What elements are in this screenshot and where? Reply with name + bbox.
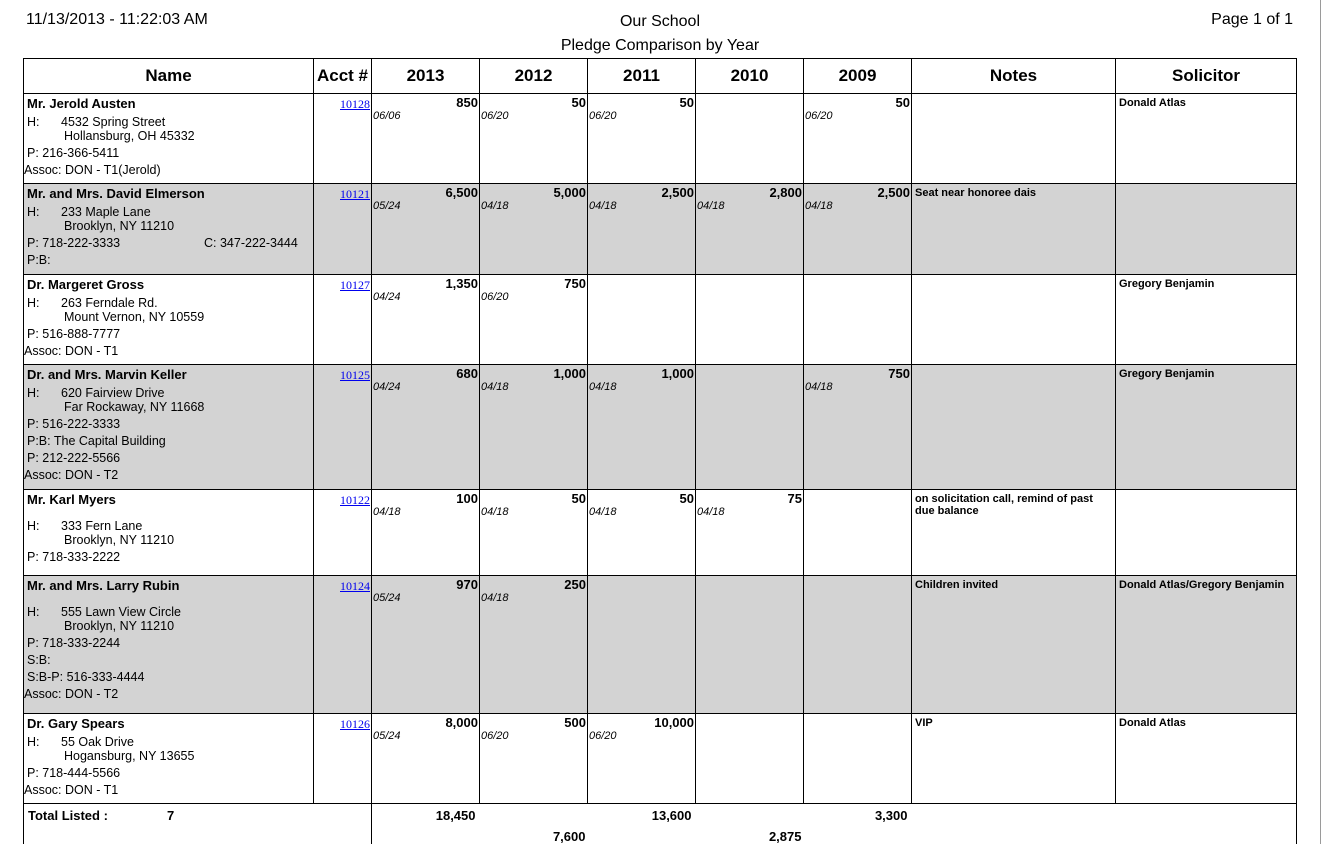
address-city: Far Rockaway, NY 11668: [64, 400, 205, 414]
notes-cell: [912, 576, 1116, 714]
pledge-cell-2010: [696, 576, 804, 714]
donor-detail-line: [27, 766, 313, 780]
totals-label-cell: [24, 804, 314, 844]
pledge-date: 04/18: [589, 506, 617, 518]
pledge-amount: [696, 95, 803, 110]
pledge-amount: [696, 577, 803, 592]
donor-detail-line: [27, 236, 313, 250]
contact-line: P: 516-888-7777: [27, 327, 121, 341]
donor-cell: [24, 365, 314, 490]
solicitor-cell: [1116, 275, 1297, 365]
solicitor-cell: [1116, 714, 1297, 804]
pledge-date: 04/24: [373, 291, 401, 303]
address-city: Brooklyn, NY 11210: [64, 619, 175, 633]
contact-line: P: 516-222-3333: [27, 417, 121, 431]
pledge-cell-2010: [696, 714, 804, 804]
pledge-date: 04/18: [373, 506, 401, 518]
pledge-amount: 50: [571, 95, 586, 110]
report-datetime: 11/13/2013 - 11:22:03 AM: [26, 11, 208, 28]
contact-line: P: 718-333-2222: [27, 550, 121, 564]
pledge-cell-2011: [588, 184, 696, 275]
pledge-date: 06/20: [805, 110, 833, 122]
pledge-amount: 1,000: [553, 366, 586, 381]
table-header-row: [24, 59, 1297, 94]
notes-text: [912, 94, 1115, 97]
address-line: 555 Lawn View Circle: [61, 605, 181, 619]
totals-2012-cell: [480, 804, 588, 844]
acct-link[interactable]: 10122: [340, 493, 370, 507]
pledge-cell-2011: [588, 94, 696, 184]
pledge-cell-2009: [804, 365, 912, 490]
solicitor-name: [1116, 490, 1296, 493]
address-label: H:: [27, 735, 40, 749]
column-header-2010: 2010: [696, 59, 804, 94]
notes-text: Seat near honoree dais: [915, 187, 1037, 199]
address-city: Brooklyn, NY 11210: [64, 533, 175, 547]
contact-line: P: 212-222-5566: [27, 451, 121, 465]
acct-link[interactable]: 10124: [340, 579, 370, 593]
acct-cell: [314, 576, 372, 714]
address-city: Mount Vernon, NY 10559: [64, 310, 205, 324]
contact-line: Assoc: DON - T2: [24, 687, 119, 701]
donor-detail-line: [27, 400, 313, 414]
donor-detail-line: [24, 468, 313, 482]
pledge-date: 04/18: [697, 506, 725, 518]
pledge-amount: 750: [564, 276, 586, 291]
pledge-cell-2009: [804, 184, 912, 275]
acct-link[interactable]: 10121: [340, 187, 370, 201]
pledge-cell-2010: [696, 184, 804, 275]
solicitor-cell: [1116, 94, 1297, 184]
acct-cell: [314, 184, 372, 275]
donor-cell: [24, 576, 314, 714]
address-label: H:: [27, 115, 40, 129]
address-label: H:: [27, 205, 40, 219]
pledge-amount: [804, 276, 911, 291]
donor-detail-line: [27, 434, 313, 448]
solicitor-cell: [1116, 184, 1297, 275]
notes-text: on solicitation call, remind of past due balance: [915, 493, 1093, 517]
totals-acct-cell: [314, 804, 372, 844]
address-label: H:: [27, 519, 40, 533]
address-line: 4532 Spring Street: [61, 115, 166, 129]
solicitor-cell: [1116, 365, 1297, 490]
totals-count: 7: [167, 808, 175, 823]
donor-name: Dr. Margeret Gross: [27, 277, 145, 292]
pledge-amount: 750: [888, 366, 910, 381]
pledge-date: 04/18: [697, 200, 725, 212]
contact-line: Assoc: DON - T2: [24, 468, 119, 482]
pledge-date: 06/20: [481, 730, 509, 742]
pledge-amount: 8,000: [445, 715, 478, 730]
notes-cell: [912, 490, 1116, 576]
pledge-amount: 10,000: [654, 715, 694, 730]
pledge-cell-2012: [480, 275, 588, 365]
pledge-date: 06/20: [589, 110, 617, 122]
pledge-cell-2013: [372, 714, 480, 804]
donor-name: Dr. Gary Spears: [27, 716, 125, 731]
contact-line: P: 216-366-5411: [27, 146, 120, 160]
donor-name: Mr. Jerold Austen: [27, 96, 136, 111]
pledge-cell-2010: [696, 365, 804, 490]
totals-label: Total Listed :: [28, 808, 108, 823]
column-header-notes: Notes: [912, 59, 1116, 94]
pledge-cell-2011: [588, 490, 696, 576]
pledge-cell-2010: [696, 94, 804, 184]
acct-link[interactable]: 10125: [340, 368, 370, 382]
contact-line: S:B:: [27, 653, 51, 667]
donor-cell: [24, 490, 314, 576]
notes-text: Children invited: [915, 579, 999, 591]
solicitor-name: Donald Atlas: [1119, 717, 1186, 729]
pledge-amount: [804, 577, 911, 592]
acct-cell: [314, 94, 372, 184]
donor-name: Mr. and Mrs. David Elmerson: [27, 186, 205, 201]
pledge-date: 06/20: [481, 291, 509, 303]
total-2012: 7,600: [552, 829, 586, 844]
pledge-date: 05/24: [373, 200, 401, 212]
pledge-date: 04/18: [589, 381, 617, 393]
contact-line: P: 718-222-3333: [27, 236, 121, 250]
table-row: [24, 490, 1297, 576]
donor-name: Mr. Karl Myers: [27, 492, 116, 507]
pledge-amount: 970: [456, 577, 478, 592]
pledge-date: 06/20: [589, 730, 617, 742]
totals-2011-cell: [588, 804, 696, 844]
pledge-amount: 100: [456, 491, 478, 506]
donor-cell: [24, 714, 314, 804]
pledge-amount: 1,000: [661, 366, 694, 381]
pledge-amount: 50: [895, 95, 910, 110]
pledge-date: 04/18: [805, 381, 833, 393]
donor-detail-line: [27, 749, 313, 763]
total-2009: 3,300: [874, 808, 908, 823]
donor-detail-line: [27, 533, 313, 547]
pledge-date: 04/18: [589, 200, 617, 212]
column-header-2013: 2013: [372, 59, 480, 94]
pledge-amount: 2,500: [877, 185, 910, 200]
pledge-date: 06/20: [481, 110, 509, 122]
donor-detail-line: [27, 296, 313, 310]
pledge-amount: 50: [679, 95, 694, 110]
donor-detail-line: [24, 163, 313, 177]
pledge-date: 06/06: [373, 110, 401, 122]
pledge-cell-2012: [480, 714, 588, 804]
pledge-amount: [588, 276, 695, 291]
address-label: H:: [27, 296, 40, 310]
acct-cell: [314, 490, 372, 576]
acct-cell: [314, 275, 372, 365]
pledge-cell-2012: [480, 184, 588, 275]
contact-line: P: 718-444-5566: [27, 766, 121, 780]
donor-detail-line: [27, 619, 313, 633]
pledge-amount: 2,500: [661, 185, 694, 200]
pledge-amount: 2,800: [769, 185, 802, 200]
pledge-amount: 500: [564, 715, 586, 730]
column-header-2012: 2012: [480, 59, 588, 94]
total-2011: 13,600: [651, 808, 692, 823]
notes-cell: [912, 184, 1116, 275]
solicitor-name: Gregory Benjamin: [1119, 278, 1215, 290]
donor-detail-line: [27, 605, 313, 619]
address-line: 620 Fairview Drive: [61, 386, 165, 400]
acct-link[interactable]: 10128: [340, 97, 370, 111]
pledge-amount: 5,000: [553, 185, 586, 200]
address-line: 333 Fern Lane: [61, 519, 143, 533]
pledge-date: 04/18: [481, 506, 509, 518]
table-row: [24, 365, 1297, 490]
total-2013: 18,450: [435, 808, 476, 823]
pledge-amount: 6,500: [445, 185, 478, 200]
pledge-cell-2011: [588, 275, 696, 365]
acct-cell: [314, 365, 372, 490]
column-header-2009: 2009: [804, 59, 912, 94]
address-label: H:: [27, 605, 40, 619]
notes-cell: [912, 275, 1116, 365]
pledge-amount: [588, 577, 695, 592]
notes-cell: [912, 94, 1116, 184]
donor-detail-line: [27, 205, 313, 219]
donor-detail-line: [27, 129, 313, 143]
page-edge-divider: [1320, 0, 1321, 844]
pledge-date: 04/24: [373, 381, 401, 393]
pledge-amount: [804, 491, 911, 506]
table-row: [24, 714, 1297, 804]
pledge-amount: 1,350: [445, 276, 478, 291]
solicitor-cell: [1116, 490, 1297, 576]
address-city: Hogansburg, NY 13655: [64, 749, 195, 763]
donor-detail-line: [27, 519, 313, 533]
pledge-cell-2013: [372, 94, 480, 184]
donor-detail-line: [27, 327, 313, 341]
pledge-date: 05/24: [373, 592, 401, 604]
pledge-amount: 50: [679, 491, 694, 506]
contact-line: P:B:: [27, 253, 51, 267]
totals-row: [24, 804, 1297, 844]
pledge-amount: [696, 366, 803, 381]
solicitor-name: Gregory Benjamin: [1119, 368, 1215, 380]
solicitor-name: Donald Atlas/Gregory Benjamin: [1119, 579, 1285, 591]
address-line: 233 Maple Lane: [61, 205, 151, 219]
notes-text: [912, 275, 1115, 278]
pledge-cell-2009: [804, 490, 912, 576]
column-header-acct: Acct #: [314, 59, 372, 94]
address-city: Hollansburg, OH 45332: [64, 129, 195, 143]
totals-2009-cell: [804, 804, 912, 844]
contact-line: Assoc: DON - T1: [24, 783, 119, 797]
pledge-date: 05/24: [373, 730, 401, 742]
pledge-cell-2011: [588, 365, 696, 490]
address-line: 263 Ferndale Rd.: [61, 296, 158, 310]
donor-detail-line: [24, 687, 313, 701]
report-title: Pledge Comparison by Year: [560, 37, 760, 54]
donor-cell: [24, 94, 314, 184]
contact-line: Assoc: DON - T1: [24, 344, 119, 358]
address-city: Brooklyn, NY 11210: [64, 219, 175, 233]
donor-name: Mr. and Mrs. Larry Rubin: [27, 578, 180, 593]
pledge-date: 04/18: [481, 381, 509, 393]
pledge-cell-2011: [588, 714, 696, 804]
solicitor-name: Donald Atlas: [1119, 97, 1186, 109]
pledge-amount: [696, 715, 803, 730]
pledge-cell-2012: [480, 94, 588, 184]
pledge-cell-2013: [372, 365, 480, 490]
pledge-amount: 250: [564, 577, 586, 592]
contact-line: P: 718-333-2244: [27, 636, 121, 650]
pledge-date: 04/18: [805, 200, 833, 212]
donor-detail-line: [27, 115, 313, 129]
donor-detail-line: [24, 344, 313, 358]
table-row: [24, 184, 1297, 275]
donor-detail-line: [27, 451, 313, 465]
donor-cell: [24, 275, 314, 365]
notes-cell: [912, 714, 1116, 804]
table-row: [24, 576, 1297, 714]
donor-detail-line: [27, 653, 313, 667]
contact-line: Assoc: DON - T1(Jerold): [24, 163, 161, 177]
pledge-cell-2012: [480, 490, 588, 576]
pledge-amount: 75: [787, 491, 802, 506]
solicitor-name: [1116, 184, 1296, 187]
donor-detail-line: [27, 636, 313, 650]
pledge-cell-2010: [696, 275, 804, 365]
pledge-amount: [696, 276, 803, 291]
column-header-name: Name: [24, 59, 314, 94]
pledge-cell-2013: [372, 576, 480, 714]
donor-detail-line: [27, 310, 313, 324]
notes-text: [912, 365, 1115, 368]
notes-text: VIP: [915, 717, 933, 729]
totals-2010-cell: [696, 804, 804, 844]
solicitor-cell: [1116, 576, 1297, 714]
address-line: 55 Oak Drive: [61, 735, 134, 749]
totals-solicitor-cell: [1116, 804, 1297, 844]
acct-link[interactable]: 10126: [340, 717, 370, 731]
contact-extra: C: 347-222-3444: [204, 236, 298, 250]
pledge-amount: [804, 715, 911, 730]
pledge-table: [23, 58, 1297, 844]
pledge-cell-2013: [372, 490, 480, 576]
pledge-cell-2012: [480, 576, 588, 714]
pledge-amount: 680: [456, 366, 478, 381]
donor-detail-line: [27, 417, 313, 431]
table-row: [24, 94, 1297, 184]
acct-link[interactable]: 10127: [340, 278, 370, 292]
pledge-cell-2012: [480, 365, 588, 490]
pledge-cell-2013: [372, 275, 480, 365]
column-header-2011: 2011: [588, 59, 696, 94]
pledge-cell-2011: [588, 576, 696, 714]
donor-detail-line: [27, 386, 313, 400]
donor-detail-line: [27, 219, 313, 233]
column-header-solicitor: Solicitor: [1116, 59, 1297, 94]
page-indicator: Page 1 of 1: [1211, 11, 1293, 28]
pledge-amount: 50: [571, 491, 586, 506]
acct-cell: [314, 714, 372, 804]
pledge-cell-2009: [804, 275, 912, 365]
address-label: H:: [27, 386, 40, 400]
total-2010: 2,875: [768, 829, 802, 844]
donor-detail-line: [27, 550, 313, 564]
pledge-cell-2013: [372, 184, 480, 275]
donor-detail-line: [27, 735, 313, 749]
donor-detail-line: [27, 253, 313, 267]
totals-2013-cell: [372, 804, 480, 844]
pledge-amount: 850: [456, 95, 478, 110]
totals-notes-cell: [912, 804, 1116, 844]
pledge-date: 04/18: [481, 200, 509, 212]
pledge-cell-2010: [696, 490, 804, 576]
notes-cell: [912, 365, 1116, 490]
contact-line: P:B: The Capital Building: [27, 434, 166, 448]
pledge-cell-2009: [804, 576, 912, 714]
donor-detail-line: [27, 670, 313, 684]
donor-detail-line: [24, 783, 313, 797]
pledge-cell-2009: [804, 714, 912, 804]
donor-name: Dr. and Mrs. Marvin Keller: [27, 367, 187, 382]
donor-cell: [24, 184, 314, 275]
donor-detail-line: [27, 146, 313, 160]
pledge-cell-2009: [804, 94, 912, 184]
table-row: [24, 275, 1297, 365]
pledge-date: 04/18: [481, 592, 509, 604]
contact-line: S:B-P: 516-333-4444: [27, 670, 145, 684]
organization-name: Our School: [619, 13, 701, 30]
